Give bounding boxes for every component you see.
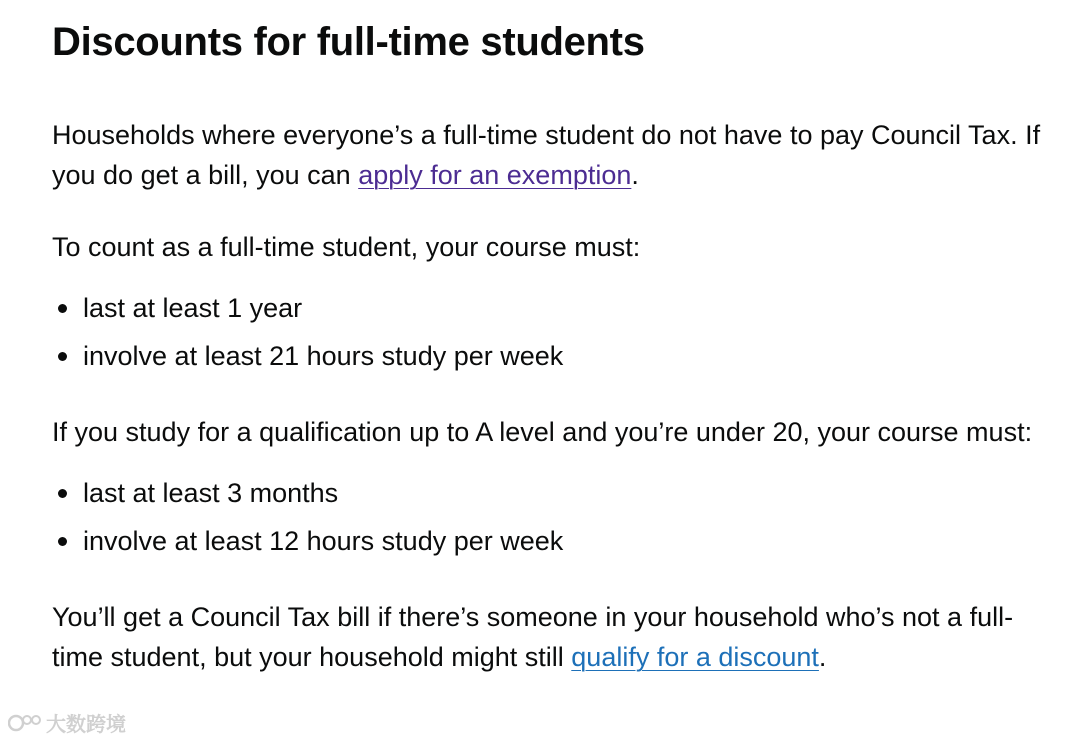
- paragraph-text-end: .: [818, 642, 827, 672]
- paragraph-text: You’ll get a Council Tax bill if there’s someone in your household who’s not a full-time student, but your household might still: [52, 602, 1014, 672]
- course-requirements-list: [52, 284, 1062, 380]
- bullet-icon: [58, 537, 67, 546]
- watermark-text: 大数跨境: [46, 712, 126, 736]
- list-item: [52, 332, 1062, 380]
- paragraph-a-level: If you study for a qualification up to A level and you’re under 20, your course must:: [52, 417, 1033, 447]
- watermark: [8, 708, 126, 737]
- page-heading: Discounts for full-time students: [52, 20, 645, 64]
- main-content: [52, 16, 1062, 677]
- paragraph-course-requirements: To count as a full-time student, your course must:: [52, 232, 641, 262]
- paragraph-exemption: [52, 115, 1062, 195]
- list-item: [52, 469, 1062, 517]
- paragraph-text: Households where everyone’s a full-time student do not have to pay Council Tax. If you do get a bill, you can: [52, 120, 1041, 190]
- list-item: [52, 284, 1062, 332]
- bullet-icon: [58, 304, 67, 313]
- apply-for-exemption-link[interactable]: apply for an exemption: [358, 160, 632, 190]
- paragraph-discount: [52, 597, 1062, 677]
- list-item-text: last at least 3 months: [83, 478, 339, 508]
- list-item-text: involve at least 12 hours study per week: [83, 526, 564, 556]
- bullet-icon: [58, 489, 67, 498]
- list-item-text: involve at least 21 hours study per week: [83, 341, 564, 371]
- qualify-for-discount-link[interactable]: qualify for a discount: [571, 642, 819, 672]
- bullet-icon: [58, 352, 67, 361]
- list-item: [52, 517, 1062, 565]
- paragraph-text-end: .: [631, 160, 639, 190]
- a-level-requirements-list: [52, 469, 1062, 565]
- watermark-logo-icon: [8, 712, 42, 734]
- list-item-text: last at least 1 year: [83, 293, 303, 323]
